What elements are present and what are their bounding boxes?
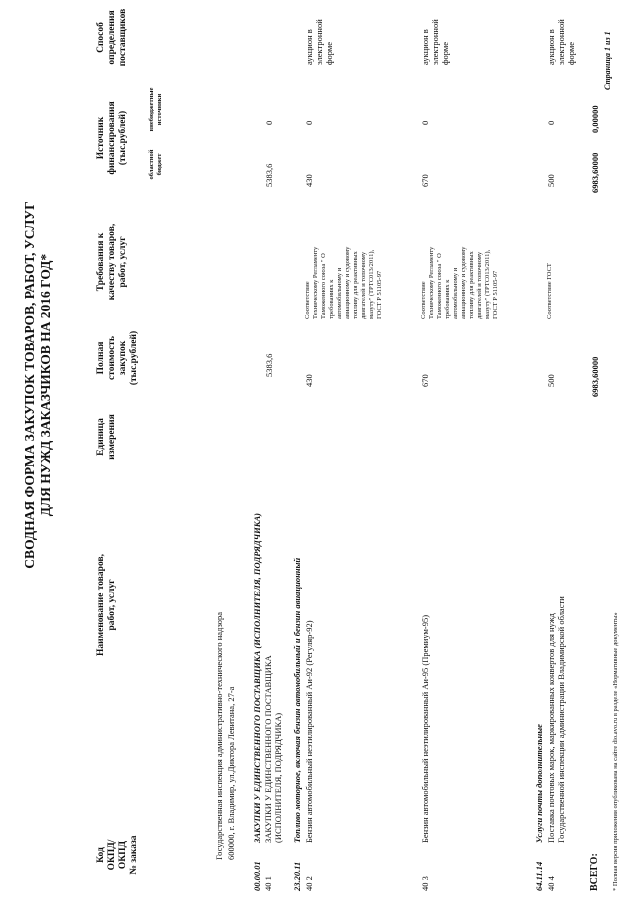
row-requirements: Соответствие ГОСТ	[546, 263, 553, 319]
row-name: Бензин автомобильный неэтилированный Аи-95 (Премиум-95)	[420, 614, 430, 843]
row-requirements: Соответствие Техническому Регламенту Таможенного союза " О требованиях к автомобильному и авиационному и судовому топливу для реактивных двигателей и топочному мазуту" (ТРТС013/2011), ГОСТ Р 51105-97	[304, 246, 383, 319]
row-regional: 430	[304, 174, 314, 187]
section-code: 00.00.01	[252, 861, 262, 891]
total-cost: 6983,60000	[590, 356, 600, 397]
row-method: аукцион в электронной форме	[420, 19, 450, 65]
total-label: ВСЕГО:	[589, 853, 600, 891]
page-number: Страница 1 из 1	[603, 31, 612, 90]
row-extra: 0	[304, 120, 314, 125]
customer-name: Государственная инспекция административно-технического надзора	[214, 611, 224, 860]
row-extra: 0	[420, 120, 430, 125]
section-code: 64.11.14	[534, 861, 544, 891]
total-extra: 0,00000	[590, 105, 600, 133]
row-cost: 500	[546, 374, 556, 387]
row-requirements: Соответствие Техническому Регламенту Таможенного союза " О требованиях к автомобильному и авиационному и судовому топливу для реактивных двигателей и топочному мазуту" (ТРТС013/2011), ГОСТ Р 51105-97	[420, 246, 499, 319]
row-code: 40 4	[546, 876, 556, 891]
total-regional: 6983,60000	[590, 152, 600, 193]
section-title: Топливо моторное, включая бензин автомобильный и бензин авиационный	[292, 557, 302, 843]
row-name: Поставка почтовых марок, маркированных конвертов для нужд	[546, 613, 556, 843]
header-source: Источник финансирования (тыс.рублей)	[96, 101, 128, 175]
document-title-line-1: СВОДНАЯ ФОРМА ЗАКУПОК ТОВАРОВ, РАБОТ, УСЛУГ	[22, 201, 37, 569]
header-method: Способ определения поставщиков	[96, 8, 128, 67]
row-name-cont: (ИСПОЛНИТЕЛЯ, ПОДРЯДЧИКА)	[273, 712, 283, 843]
header-code: Код ОКПД/ ОКПД № заказа	[96, 835, 139, 875]
header-source-regional: областной бюджет	[148, 149, 163, 180]
customer-address: 600000, г. Владимир, ул.Диктора Левитана, 27-а	[226, 686, 236, 860]
footnote: * Полная версия приложения опубликована на сайте dio.avo.ru в разделе «Нормативные документы»	[612, 612, 619, 891]
header-name: Наименование товаров, работ, услуг	[96, 554, 117, 656]
row-code: 40 3	[420, 876, 430, 891]
row-method: аукцион в электронной форме	[546, 19, 576, 65]
row-cost: 670	[420, 374, 430, 387]
header-cost: Полная стоимость закупок (тыс.рублей)	[96, 330, 139, 386]
row-code: 40 1	[263, 876, 273, 891]
row-regional: 670	[420, 174, 430, 187]
row-regional: 5383,6	[264, 163, 274, 187]
row-regional: 500	[546, 174, 556, 187]
header-source-extra: внебюджетные источники	[148, 87, 163, 132]
row-cost: 430	[304, 374, 314, 387]
row-name: ЗАКУПКИ У ЕДИНСТВЕННОГО ПОСТАВЩИКА	[263, 655, 273, 843]
section-code: 23.20.11	[292, 861, 302, 891]
row-code: 40 2	[304, 876, 314, 891]
row-name-cont: Государственной инспекции администрации Владимирской области	[556, 596, 566, 843]
row-extra: 0	[546, 120, 556, 125]
header-requirements: Требования к качеству товаров, работ, услуг	[96, 223, 128, 301]
row-cost: 5383,6	[264, 353, 274, 377]
section-title: ЗАКУПКИ У ЕДИНСТВЕННОГО ПОСТАВЩИКА (ИСПОЛНИТЕЛЯ, ПОДРЯДЧИКА)	[252, 512, 262, 843]
row-name: Бензин автомобильный неэтилированный Аи-92 (Регуляр-92)	[304, 620, 314, 843]
header-unit: Единица измерения	[96, 414, 117, 460]
document-title-line-2: ДЛЯ НУЖД ЗАКАЗЧИКОВ НА 2016 ГОД*	[38, 253, 53, 517]
row-extra: 0	[264, 120, 274, 125]
section-title: Услуги почты дополнительные	[534, 724, 544, 843]
row-method: аукцион в электронной форме	[304, 19, 334, 65]
